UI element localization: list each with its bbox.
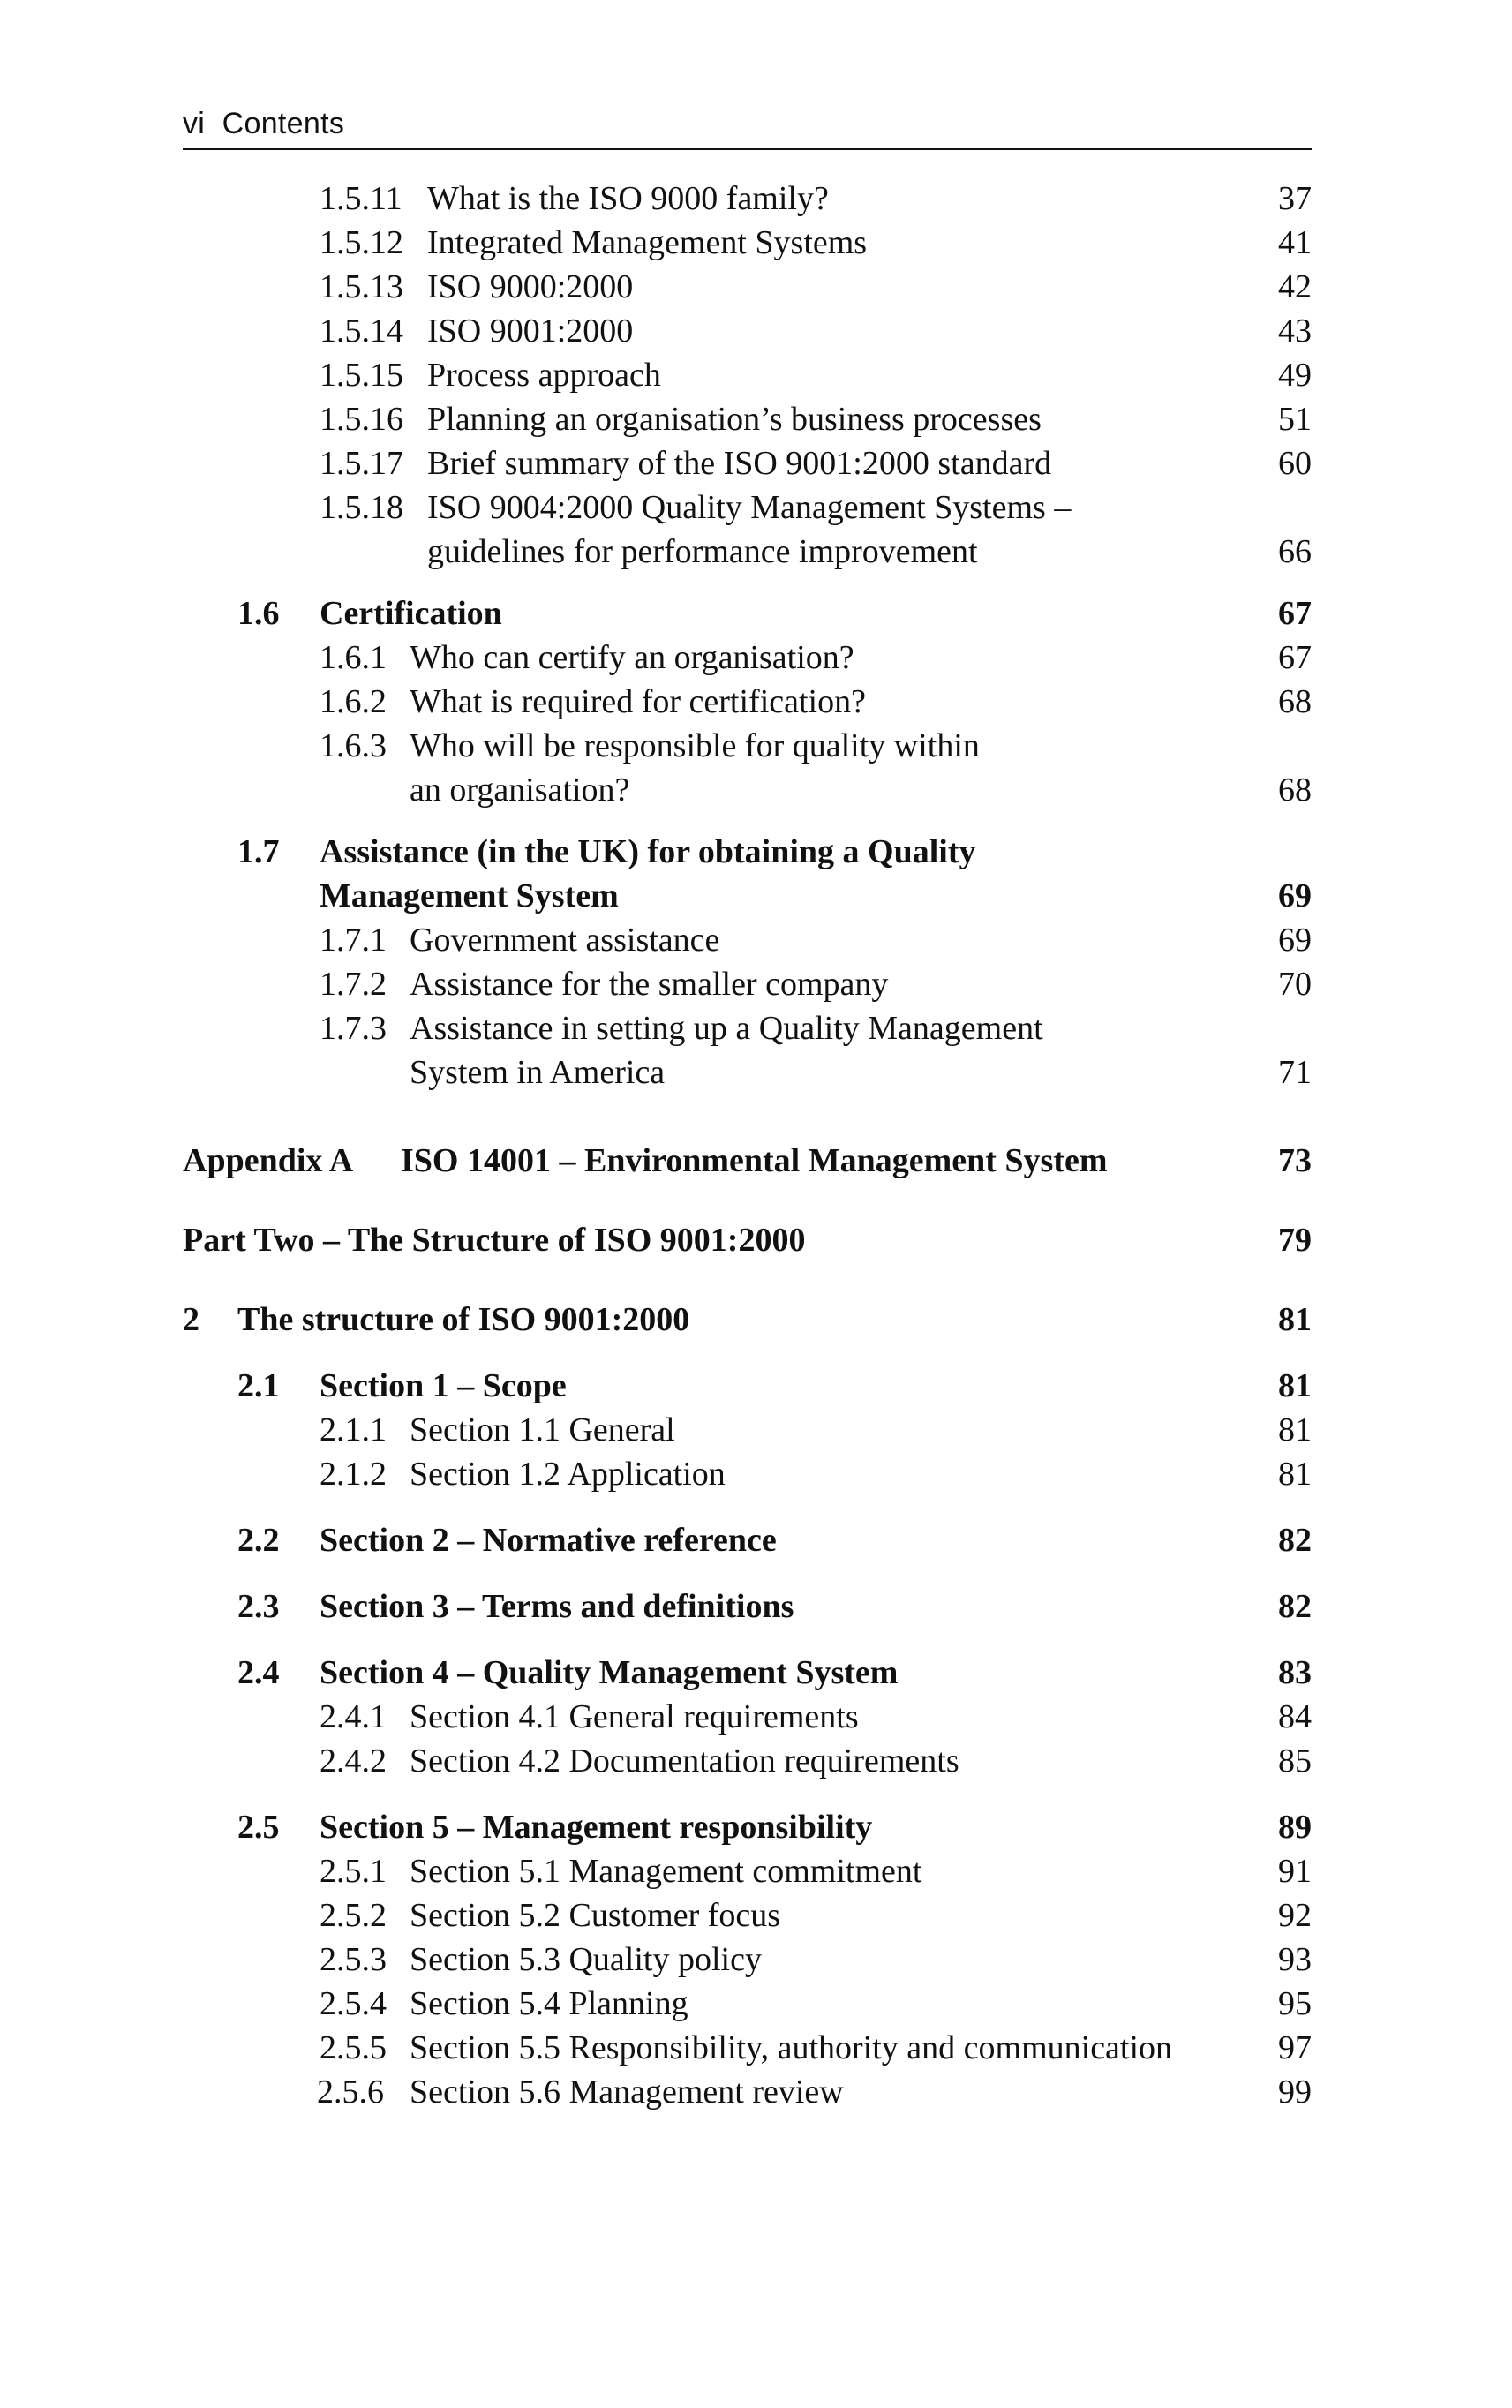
toc-entry-title: Section 5.4 Planning <box>410 1985 688 2022</box>
toc-entry-number: Appendix A <box>183 1142 354 1179</box>
section-title: Contents <box>222 107 345 140</box>
toc-entry-number: 2.5.3 <box>320 1941 387 1978</box>
toc-entry <box>183 1518 1312 1562</box>
toc-entry-title: The structure of ISO 9001:2000 <box>237 1301 690 1338</box>
toc-entry-title: ISO 14001 – Environmental Management System <box>401 1142 1108 1179</box>
toc-entry-title: Who can certify an organisation? <box>410 639 854 676</box>
toc-entry-page: 83 <box>1278 1654 1312 1691</box>
toc-entry-page: 82 <box>1278 1588 1312 1625</box>
toc-entry <box>183 1695 1312 1739</box>
toc-entry-title: Section 5.2 Customer focus <box>410 1897 781 1934</box>
toc-entry-title: Section 4.2 Documentation requirements <box>410 1742 959 1780</box>
toc-entry-number: 2.5.1 <box>320 1853 387 1890</box>
toc-entry <box>183 636 1312 680</box>
toc-entry-number: 1.7.3 <box>320 1010 387 1047</box>
toc-entry <box>183 1218 1312 1262</box>
toc-entry <box>183 265 1312 309</box>
toc-entry <box>183 1739 1312 1783</box>
toc-entry-number: 1.7.2 <box>320 966 387 1003</box>
toc-entry-title: Section 5.3 Quality policy <box>410 1941 762 1978</box>
toc-entry-number: 1.5.18 <box>320 489 403 526</box>
toc-entry-number: 2 <box>183 1301 199 1338</box>
toc-entry <box>183 530 1312 574</box>
toc-entry-title: Section 4 – Quality Management System <box>320 1654 899 1691</box>
toc-entry-page: 81 <box>1278 1456 1312 1493</box>
toc-entry-number: 2.4 <box>237 1654 280 1691</box>
toc-entry-number: 2.3 <box>237 1588 280 1625</box>
toc-entry-page: 37 <box>1278 180 1312 217</box>
toc-entry-page: 99 <box>1278 2073 1312 2111</box>
toc-entry-page: 73 <box>1278 1142 1312 1179</box>
toc-entry-title: Management System <box>320 877 619 914</box>
toc-entry <box>183 353 1312 397</box>
toc-entry-title: Government assistance <box>410 922 720 959</box>
toc-entry-title: an organisation? <box>410 771 630 809</box>
toc-entry <box>183 441 1312 485</box>
toc-entry <box>183 1982 1312 2026</box>
toc-entry-number: 2.5.4 <box>320 1985 387 2022</box>
toc-entry-number: 2.5 <box>237 1809 280 1846</box>
toc-entry <box>183 1364 1312 1408</box>
toc-entry-page: 66 <box>1278 533 1312 570</box>
toc-entry-number: 1.5.14 <box>320 312 403 350</box>
toc-entry <box>183 962 1312 1006</box>
toc-entry-title: Process approach <box>427 357 661 394</box>
toc-entry-page: 93 <box>1278 1941 1312 1978</box>
toc-entry-number: 2.1 <box>237 1367 280 1404</box>
toc-entry-number: 2.5.5 <box>320 2029 387 2066</box>
toc-entry-title: Section 1 – Scope <box>320 1367 567 1404</box>
toc-entry-page: 85 <box>1278 1742 1312 1780</box>
toc-entry-title: guidelines for performance improvement <box>427 533 978 570</box>
toc-entry-number: 1.6.2 <box>320 683 387 720</box>
toc-entry-title: Section 2 – Normative reference <box>320 1522 777 1559</box>
toc-entry-title: Integrated Management Systems <box>427 224 868 261</box>
toc-entry <box>183 1893 1312 1938</box>
toc-entry-page: 67 <box>1278 639 1312 676</box>
toc-entry-page: 69 <box>1278 922 1312 959</box>
toc-entry <box>183 309 1312 353</box>
toc-entry-number: 2.4.1 <box>320 1698 387 1735</box>
toc-entry-number: 1.6 <box>237 595 280 632</box>
toc-entry <box>183 1050 1312 1095</box>
toc-entry-page: 60 <box>1278 445 1312 482</box>
toc-entry-page: 70 <box>1278 966 1312 1003</box>
toc-entry-title: Assistance (in the UK) for obtaining a Quality <box>320 833 976 870</box>
toc-entry-number: 1.5.11 <box>320 180 402 217</box>
toc-entry <box>183 221 1312 265</box>
toc-entry-number: 1.5.17 <box>320 445 403 482</box>
toc-entry-title: Assistance for the smaller company <box>410 966 889 1003</box>
toc-entry-number: 2.5.6 <box>317 2073 384 2111</box>
toc-entry-title: ISO 9001:2000 <box>427 312 634 350</box>
toc-entry-title: Section 5.5 Responsibility, authority and communication <box>410 2029 1173 2066</box>
toc-entry-title: Section 4.1 General requirements <box>410 1698 859 1735</box>
toc-entry-page: 68 <box>1278 771 1312 809</box>
toc-entry-page: 43 <box>1278 312 1312 350</box>
toc-entry-title: Part Two – The Structure of ISO 9001:2000 <box>183 1222 806 1259</box>
toc-entry-title: Planning an organisation’s business processes <box>427 401 1042 438</box>
toc-entry <box>183 1651 1312 1695</box>
toc-entry-title: What is the ISO 9000 family? <box>427 180 829 217</box>
toc-entry-page: 81 <box>1278 1411 1312 1449</box>
toc-entry <box>183 1006 1312 1050</box>
toc-entry-page: 41 <box>1278 224 1312 261</box>
toc-entry-title: Section 5.6 Management review <box>410 2073 844 2111</box>
toc-entry-page: 71 <box>1278 1054 1312 1091</box>
toc-entry-number: 1.5.12 <box>320 224 403 261</box>
toc-entry-title: What is required for certification? <box>410 683 866 720</box>
toc-entry <box>183 177 1312 221</box>
toc-entry-page: 92 <box>1278 1897 1312 1934</box>
toc-entry <box>183 724 1312 768</box>
toc-entry-page: 42 <box>1278 268 1312 305</box>
toc-entry <box>183 680 1312 724</box>
toc-entry-number: 2.5.2 <box>320 1897 387 1934</box>
toc-entry-title: Section 5.1 Management commitment <box>410 1853 922 1890</box>
toc-entry-page: 91 <box>1278 1853 1312 1890</box>
toc-entry-page: 89 <box>1278 1809 1312 1846</box>
toc-entry-number: 2.1.1 <box>320 1411 387 1449</box>
toc-entry-number: 1.5.13 <box>320 268 403 305</box>
toc-entry-title: ISO 9004:2000 Quality Management Systems – <box>427 489 1072 526</box>
toc-entry <box>183 1139 1312 1183</box>
toc-entry-page: 67 <box>1278 595 1312 632</box>
toc-entry <box>183 918 1312 962</box>
toc-entry-number: 1.5.15 <box>320 357 403 394</box>
toc-entry-number: 2.2 <box>237 1522 280 1559</box>
toc-entry <box>183 768 1312 812</box>
toc-entry-number: 1.7.1 <box>320 922 387 959</box>
toc-entry-number: 1.7 <box>237 833 280 870</box>
toc-entry-title: System in America <box>410 1054 666 1091</box>
toc-entry <box>183 1938 1312 1982</box>
toc-entry-page: 69 <box>1278 877 1312 914</box>
toc-entry-title: Section 1.2 Application <box>410 1456 726 1493</box>
toc-entry-page: 68 <box>1278 683 1312 720</box>
toc-entry-page: 81 <box>1278 1367 1312 1404</box>
toc-entry-page: 84 <box>1278 1698 1312 1735</box>
toc-entry-number: 1.6.3 <box>320 727 387 764</box>
toc-entry <box>183 485 1312 530</box>
toc-entry-page: 79 <box>1278 1222 1312 1259</box>
toc-entry <box>183 1298 1312 1342</box>
page-number-label: vi <box>183 107 206 140</box>
toc-entry-title: Section 1.1 General <box>410 1411 675 1449</box>
toc-entry-title: Brief summary of the ISO 9001:2000 standard <box>427 445 1052 482</box>
toc-entry-title: Certification <box>320 595 502 632</box>
toc-entry-page: 97 <box>1278 2029 1312 2066</box>
toc-entry <box>183 397 1312 441</box>
toc-entry-title: Assistance in setting up a Quality Management <box>410 1010 1043 1047</box>
toc-entry-title: Who will be responsible for quality within <box>410 727 980 764</box>
toc-entry-number: 1.5.16 <box>320 401 403 438</box>
toc-entry <box>183 874 1312 918</box>
toc-entry <box>183 2070 1312 2114</box>
toc-entry-page: 51 <box>1278 401 1312 438</box>
toc-entry <box>183 1452 1312 1496</box>
toc-entry-number: 2.4.2 <box>320 1742 387 1780</box>
toc-entry-page: 81 <box>1278 1301 1312 1338</box>
toc-entry-title: Section 5 – Management responsibility <box>320 1809 873 1846</box>
toc-entry-title: ISO 9000:2000 <box>427 268 634 305</box>
toc-entry-title: Section 3 – Terms and definitions <box>320 1588 794 1625</box>
toc-entry <box>183 1849 1312 1893</box>
table-of-contents <box>183 0 1312 2408</box>
toc-entry-number: 1.6.1 <box>320 639 387 676</box>
toc-entry-page: 95 <box>1278 1985 1312 2022</box>
toc-entry-number: 2.1.2 <box>320 1456 387 1493</box>
toc-entry <box>183 830 1312 874</box>
toc-entry <box>183 591 1312 636</box>
toc-entry <box>183 1408 1312 1452</box>
toc-entry <box>183 1584 1312 1629</box>
toc-entry-page: 49 <box>1278 357 1312 394</box>
toc-entry <box>183 2026 1312 2070</box>
toc-entry <box>183 1805 1312 1849</box>
toc-entry-page: 82 <box>1278 1522 1312 1559</box>
